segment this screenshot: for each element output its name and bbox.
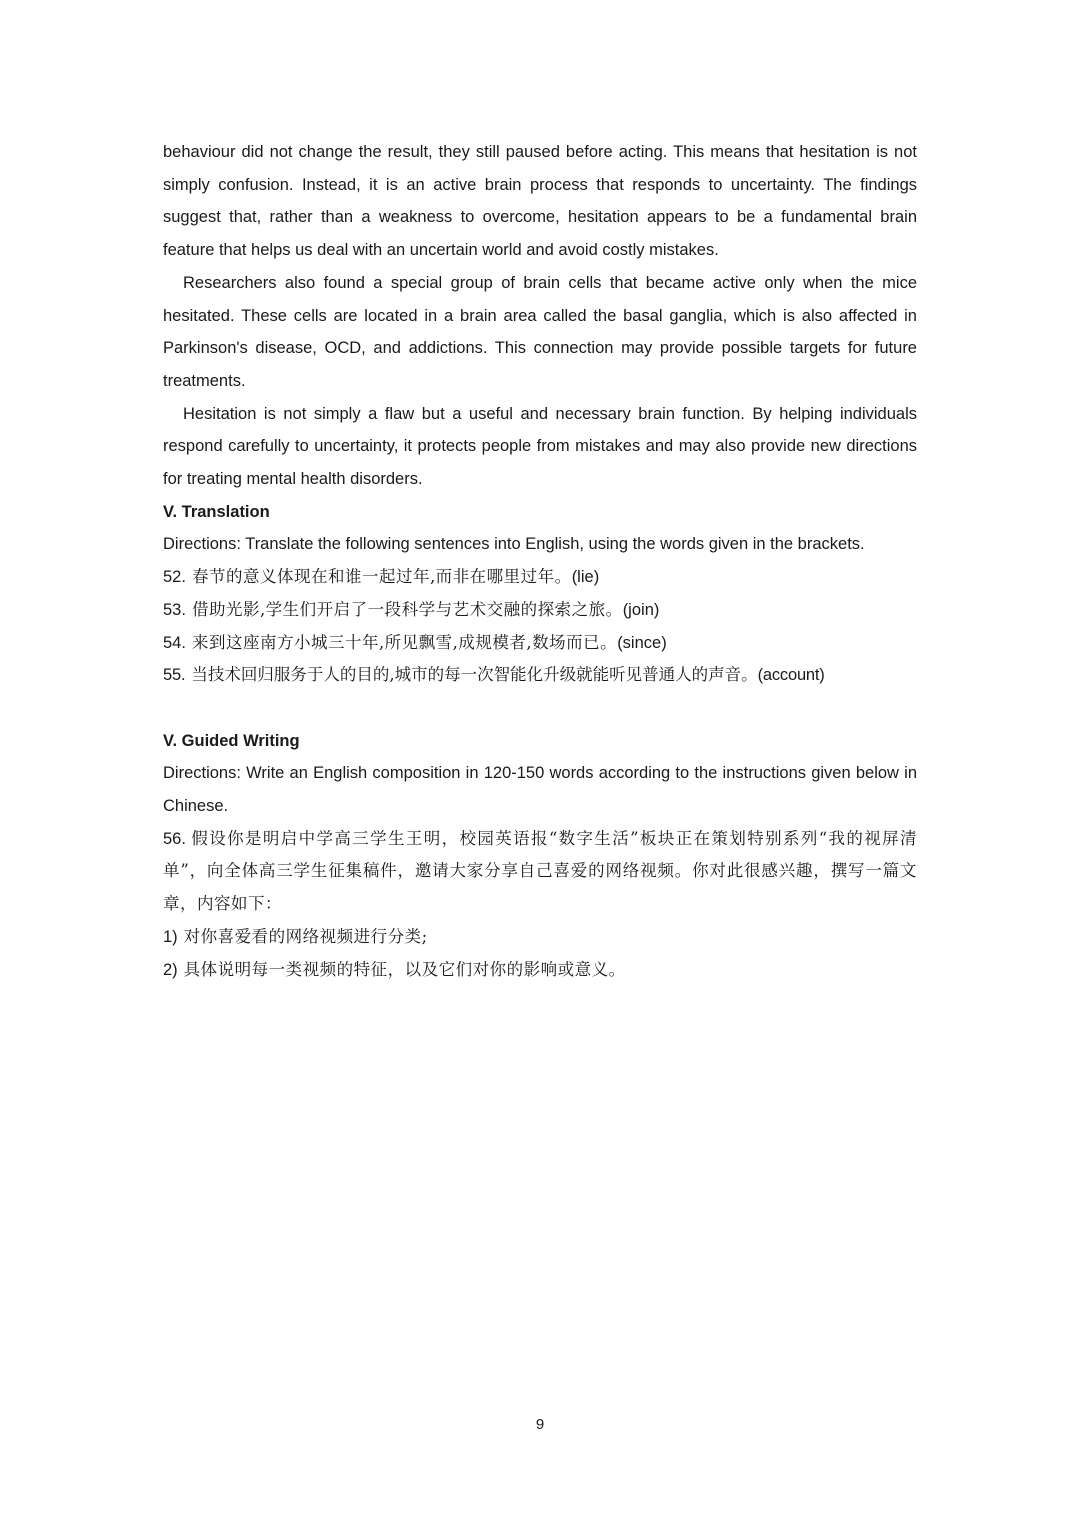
point-text: 对你喜爱看的网络视频进行分类; [183, 926, 428, 946]
point-number: 1) [163, 927, 178, 946]
item-chinese-text: 当技术回归服务于人的目的,城市的每一次智能化升级就能听见普通人的声音。 [191, 665, 758, 685]
translation-item-54 [163, 627, 917, 660]
writing-prompt [163, 823, 917, 921]
item-chinese-text: 来到这座南方小城三十年,所见飘雪,成规模者,数场而已。 [191, 632, 618, 652]
prompt-chinese-text: 假设你是明启中学高三学生王明，校园英语报“数字生活”板块正在策划特别系列“我的视屏清单”，向全体高三学生征集稿件，邀请大家分享自己喜爱的网络视频。你对此很感兴趣，撰写一篇文章，内容如下： [163, 828, 917, 914]
writing-heading: V. Guided Writing [163, 731, 300, 750]
section-spacer [163, 692, 917, 725]
writing-directions: Directions: Write an English composition in 120-150 words according to the instructions given below in Chinese. [163, 764, 917, 816]
translation-item-52 [163, 561, 917, 594]
item-hint: (account) [757, 666, 825, 685]
passage-paragraph-3: Hesitation is not simply a flaw but a useful and necessary brain function. By helping individuals respond carefully to uncertainty, it protects people from mistakes and may also provide new directions for treating mental health disorders. [163, 404, 917, 489]
passage-paragraph-1: behaviour did not change the result, they still paused before acting. This means that hesitation is not simply confusion. Instead, it is an active brain process that responds to uncertainty. The findings suggest that, rather than a weakness to overcome, hesitation appears to be a fundamental brain feature that helps us deal with an uncertain world and avoid costly mistakes. [163, 143, 917, 260]
translation-item-53 [163, 594, 917, 627]
point-number: 2) [163, 960, 178, 979]
item-chinese-text: 春节的意义体现在和谁一起过年,而非在哪里过年。 [191, 567, 572, 587]
translation-heading: V. Translation [163, 502, 270, 521]
item-hint: (lie) [571, 568, 600, 587]
item-number: 55. [163, 666, 186, 685]
item-chinese-text: 借助光影,学生们开启了一段科学与艺术交融的探索之旅。 [191, 599, 623, 619]
translation-directions: Directions: Translate the following sentences into English, using the words given in the brackets. [163, 535, 865, 554]
item-number: 53. [163, 600, 186, 619]
document-page [163, 136, 917, 986]
prompt-number: 56. [163, 829, 186, 848]
item-number: 52. [163, 568, 186, 587]
item-hint: (since) [617, 633, 667, 652]
point-text: 具体说明每一类视频的特征，以及它们对你的影响或意义。 [183, 959, 626, 979]
item-hint: (join) [622, 600, 660, 619]
page-number: 9 [535, 1416, 545, 1433]
passage-paragraph-2: Researchers also found a special group of brain cells that became active only when the mice hesitated. These cells are located in a brain area called the basal ganglia, which is also affected in Parkinson's disease, OCD, and addictions. This connection may provide possible targets for future treatments. [163, 273, 917, 390]
item-number: 54. [163, 633, 186, 652]
translation-item-55 [163, 659, 917, 692]
writing-point-2 [163, 954, 917, 987]
writing-point-1 [163, 921, 917, 954]
